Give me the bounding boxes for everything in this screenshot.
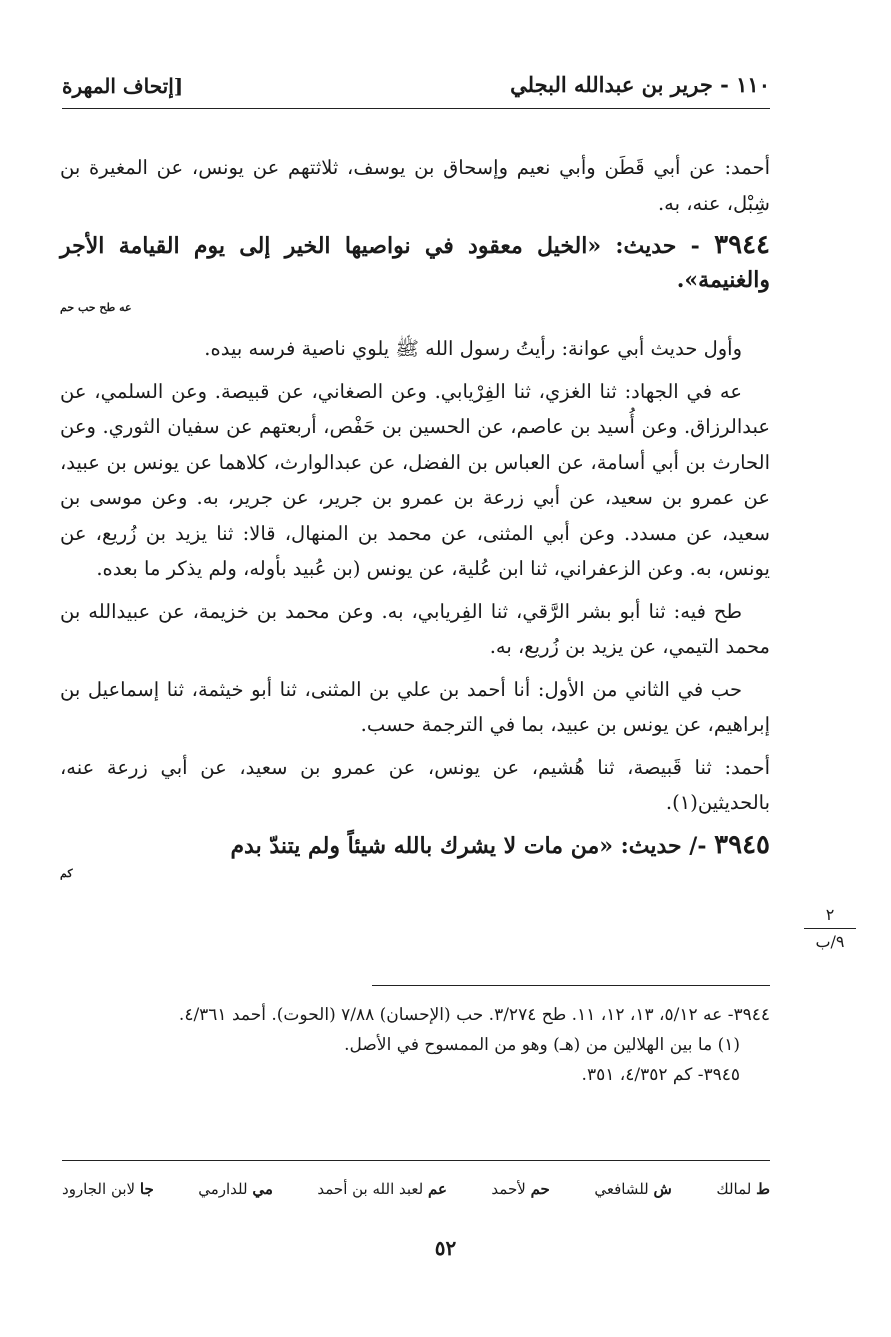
footnote-1: (١) ما بين الهلالين من (هـ) وهو من الممسوح في الأصل. — [344, 1035, 740, 1055]
paragraph-ahmad-isnad: أحمد: عن أبي قَطَن وأبي نعيم وإسحاق بن يوسف، ثلاثتهم عن يونس، عن المغيرة بن شِبْل، عنه، به. — [60, 156, 770, 215]
hadith-text: -/ حديث: «من مات لا يشرك بالله شيئاً ولم يتندّ بدم — [230, 832, 707, 859]
legend-item: عم لعبد الله بن أحمد — [317, 1180, 447, 1198]
footnote-source-3944: ٣٩٤٤- عه ٥/١٢، ١٣، ١٢، ١١. طح ٣/٢٧٤. حب (الإحسان) ٧/٨٨ (الحوت). أحمد ٤/٣٦١. — [178, 1005, 770, 1025]
manuscript-folio-note — [804, 904, 856, 953]
paragraph-ibn-hibban: حب في الثاني من الأول: أنا أحمد بن علي بن المثنى، ثنا أبو خيثمة، ثنا إسماعيل بن إبراهيم، عن يونس بن عبيد، بما في الترجمة حسب. — [60, 677, 770, 736]
main-text — [60, 150, 770, 897]
paragraph-tahawi: طح فيه: ثنا أبو بشر الرَّقي، ثنا الفِريابي، به. وعن محمد بن خزيمة، عن عبيدالله بن محمد التيمي، عن يزيد بن زُريع، به. — [60, 599, 770, 658]
paragraph-aw-jihad: عه في الجهاد: ثنا الغزي، ثنا الفِرْيابي. وعن الصغاني، عن قبيصة. وعن السلمي، عن عبدالرزاق. وعن أُسيد بن عاصم، عن الحسين بن حَفْص، أربعتهم عن سفيان الثوري. وعن الحارث بن أبي أسامة، عن العباس بن الفضل، عن عبدالوارث، كلاهما عن يونس بن عبيد، عن عمرو بن سعيد، عن أبي زرعة بن عمرو بن جرير، عن جرير، به. وعن موسى بن سعيد، عن مسدد. وعن أبي المثنى، عن محمد بن المنهال، قالا: ثنا يزيد بن زُريع، عن يونس، به. وعن الزعفراني، ثنا ابن عُلية، عن يونس (بن عُبيد بأوله، ولم يذكر ما بعده. — [60, 379, 770, 580]
footnote-divider — [372, 985, 770, 986]
legend-item: ش للشافعي — [594, 1180, 672, 1198]
header-book-title: [إتحاف المهرة — [62, 74, 184, 98]
footnotes — [60, 1000, 770, 1090]
folio-top: ٢ — [825, 905, 835, 924]
hadith-sigla: كم — [60, 866, 73, 880]
abbreviation-legend — [62, 1180, 770, 1198]
footnote-source-3945: ٣٩٤٥- كم ٤/٣٥٢، ٣٥١. — [581, 1065, 740, 1085]
folio-bottom: ٩/ب — [815, 932, 845, 951]
header-chapter-title: ١١٠ - جرير بن عبدالله البجلي — [510, 72, 770, 97]
hadith-sigla: عه طح حب حم — [60, 301, 132, 314]
paragraph-abu-awana: وأول حديث أبي عوانة: رأيتُ رسول الله ﷺ يلوي ناصية فرسه بيده. — [204, 337, 742, 360]
legend-item: مي للدارمي — [198, 1180, 273, 1198]
hadith-number: ٣٩٤٤ — [714, 230, 770, 260]
folio-divider — [804, 928, 856, 929]
page-number: ٥٢ — [434, 1236, 457, 1260]
paragraph-ahmad: أحمد: ثنا قَبيصة، ثنا هُشيم، عن يونس، عن عمرو بن سعيد، عن أبي زرعة عنه، بالحديثين(١). — [60, 755, 770, 814]
hadith-text: - حديث: «الخيل معقود في نواصيها الخير إلى يوم القيامة الأجر والغنيمة». — [60, 233, 770, 293]
hadith-3944-heading — [60, 228, 770, 325]
legend-item: جا لابن الجارود — [62, 1180, 154, 1198]
hadith-number: ٣٩٤٥ — [714, 829, 770, 860]
legend-divider — [62, 1160, 770, 1161]
legend-item: ط لمالك — [716, 1180, 770, 1198]
legend-item: حم لأحمد — [491, 1180, 550, 1198]
hadith-3945-heading — [60, 828, 770, 891]
running-header — [62, 68, 770, 109]
